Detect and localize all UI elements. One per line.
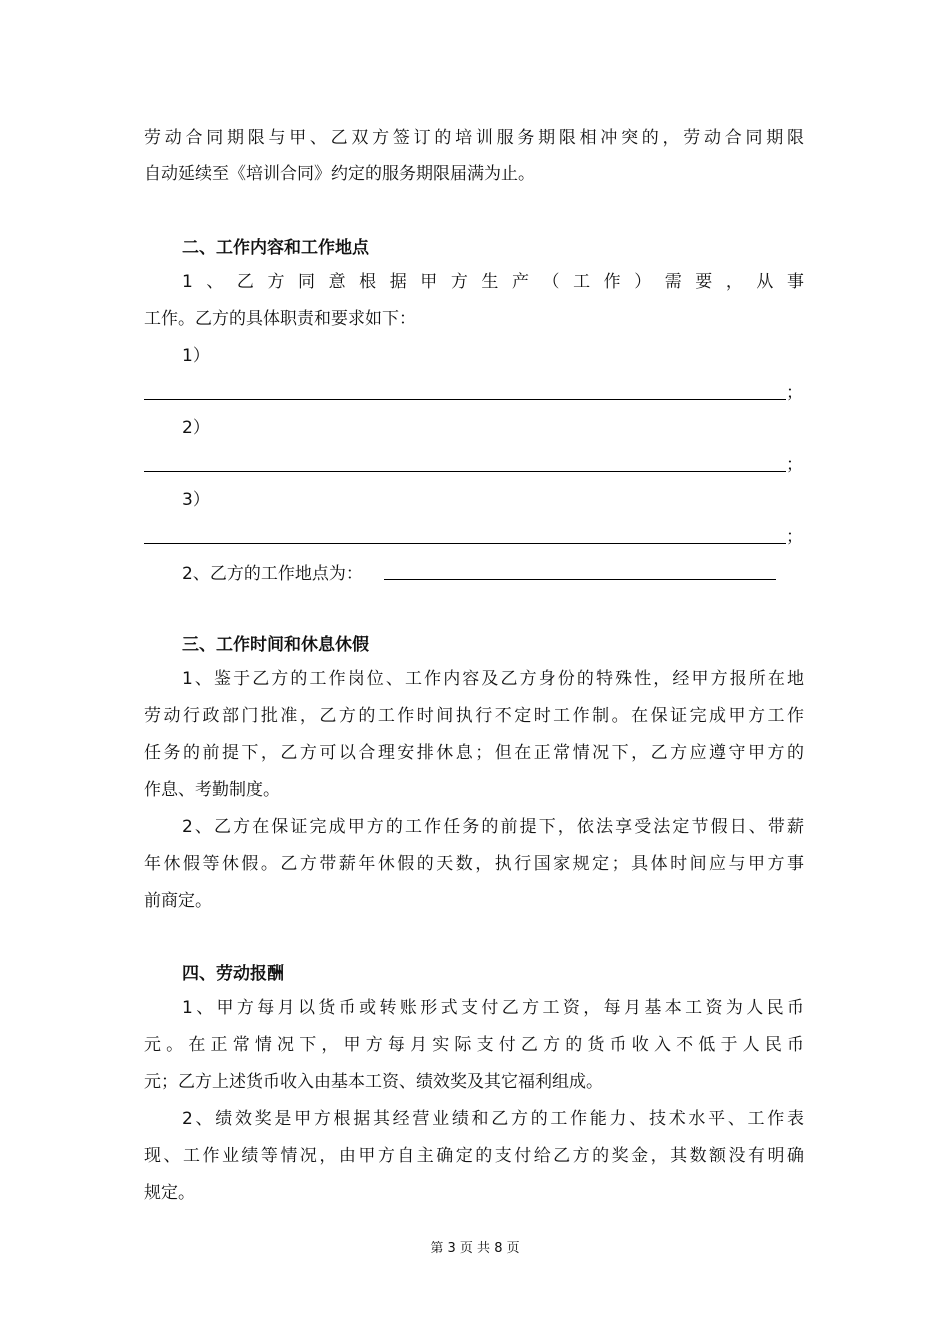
paragraph-line: 工作。乙方的具体职责和要求如下： [144, 309, 416, 329]
paragraph-line: 1、甲方每月以货币或转账形式支付乙方工资，每月基本工资为人民币 [182, 998, 804, 1018]
paragraph-line: 2、绩效奖是甲方根据其经营业绩和乙方的工作能力、技术水平、工作表 [182, 1109, 804, 1129]
paragraph-line: 元。在正常情况下，甲方每月实际支付乙方的货币收入不低于人民币 [144, 1035, 804, 1055]
semicolon: ； [786, 383, 803, 403]
list-item-label: 1） [182, 346, 210, 366]
list-item-label: 3） [182, 490, 210, 510]
paragraph-line: 劳动行政部门批准，乙方的工作时间执行不定时工作制。在保证完成甲方工作 [144, 706, 804, 726]
section-heading: 四、劳动报酬 [182, 964, 284, 984]
section-heading: 二、工作内容和工作地点 [182, 238, 369, 258]
list-item-label: 2） [182, 418, 210, 438]
page-number: 第 3 页 共 8 页 [430, 1241, 520, 1256]
paragraph-line: 前商定。 [144, 891, 212, 911]
paragraph-line: 2、乙方的工作地点为： [182, 564, 363, 584]
paragraph-line: 元；乙方上述货币收入由基本工资、绩效奖及其它福利组成。 [144, 1072, 603, 1092]
paragraph-line: 1、鉴于乙方的工作岗位、工作内容及乙方身份的特殊性，经甲方报所在地 [182, 669, 804, 689]
blank-line [384, 579, 776, 580]
paragraph-line: 现、工作业绩等情况，由甲方自主确定的支付给乙方的奖金，其数额没有明确 [144, 1146, 804, 1166]
paragraph-line: 自动延续至《培训合同》约定的服务期限届满为止。 [144, 164, 535, 184]
paragraph-line: 劳动合同期限与甲、乙双方签订的培训服务期限相冲突的，劳动合同期限 [144, 128, 804, 148]
paragraph-line: 年休假等休假。乙方带薪年休假的天数，执行国家规定；具体时间应与甲方事 [144, 854, 804, 874]
paragraph-line: 规定。 [144, 1183, 195, 1203]
paragraph-line: 作息、考勤制度。 [144, 780, 280, 800]
blank-line [144, 399, 786, 400]
paragraph-line: 任务的前提下，乙方可以合理安排休息；但在正常情况下，乙方应遵守甲方的 [144, 743, 804, 763]
paragraph-line: 1、乙方同意根据甲方生产（工作）需要，从事 [182, 272, 804, 292]
blank-line [144, 543, 786, 544]
paragraph-line: 2、乙方在保证完成甲方的工作任务的前提下，依法享受法定节假日、带薪 [182, 817, 804, 837]
semicolon: ； [786, 455, 803, 475]
semicolon: ； [786, 527, 803, 547]
blank-line [144, 471, 786, 472]
section-heading: 三、工作时间和休息休假 [182, 635, 369, 655]
